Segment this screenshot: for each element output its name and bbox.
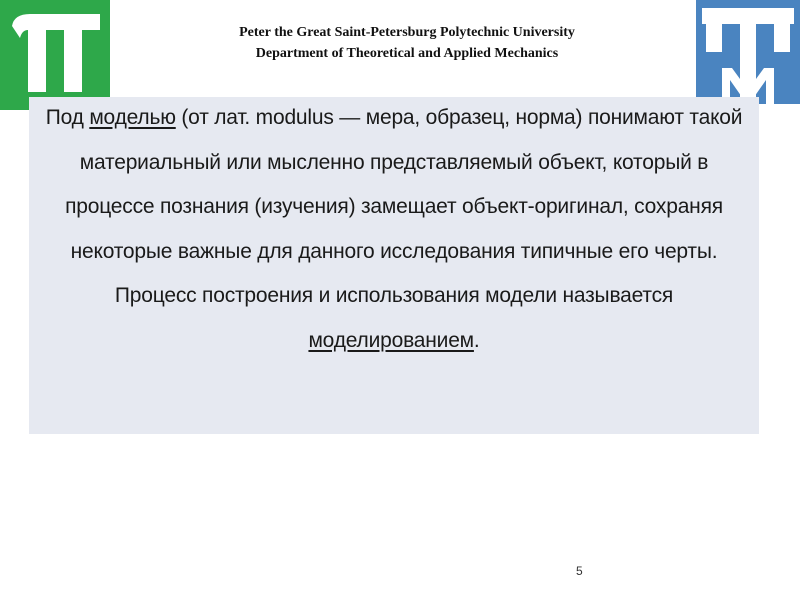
pi-logo-icon [0,0,110,110]
page-number: 5 [576,564,583,578]
university-header [130,22,684,64]
text-part-2: (от лат. modulus — мера, образец, норма) понимают такой материальный или мысленно представляемый объект, который в процессе познания (изучения) замещает объект-оригинал, сохраняя некоторые важные для данного исследования типичные его черты. Процесс построения и использования модели называется [65,106,743,307]
term-modeling: моделированием [308,328,474,352]
text-part-3: . [473,328,480,352]
university-name: Peter the Great Saint-Petersburg Polytechnic University [239,25,575,40]
definition-text [40,96,748,363]
department-name: Department of Theoretical and Applied Mechanics [255,46,559,61]
term-model: моделью [89,106,176,129]
pi-logo [0,0,110,110]
tm-logo [696,0,800,104]
text-part-1: Под [45,106,90,129]
tm-logo-icon [696,0,800,104]
